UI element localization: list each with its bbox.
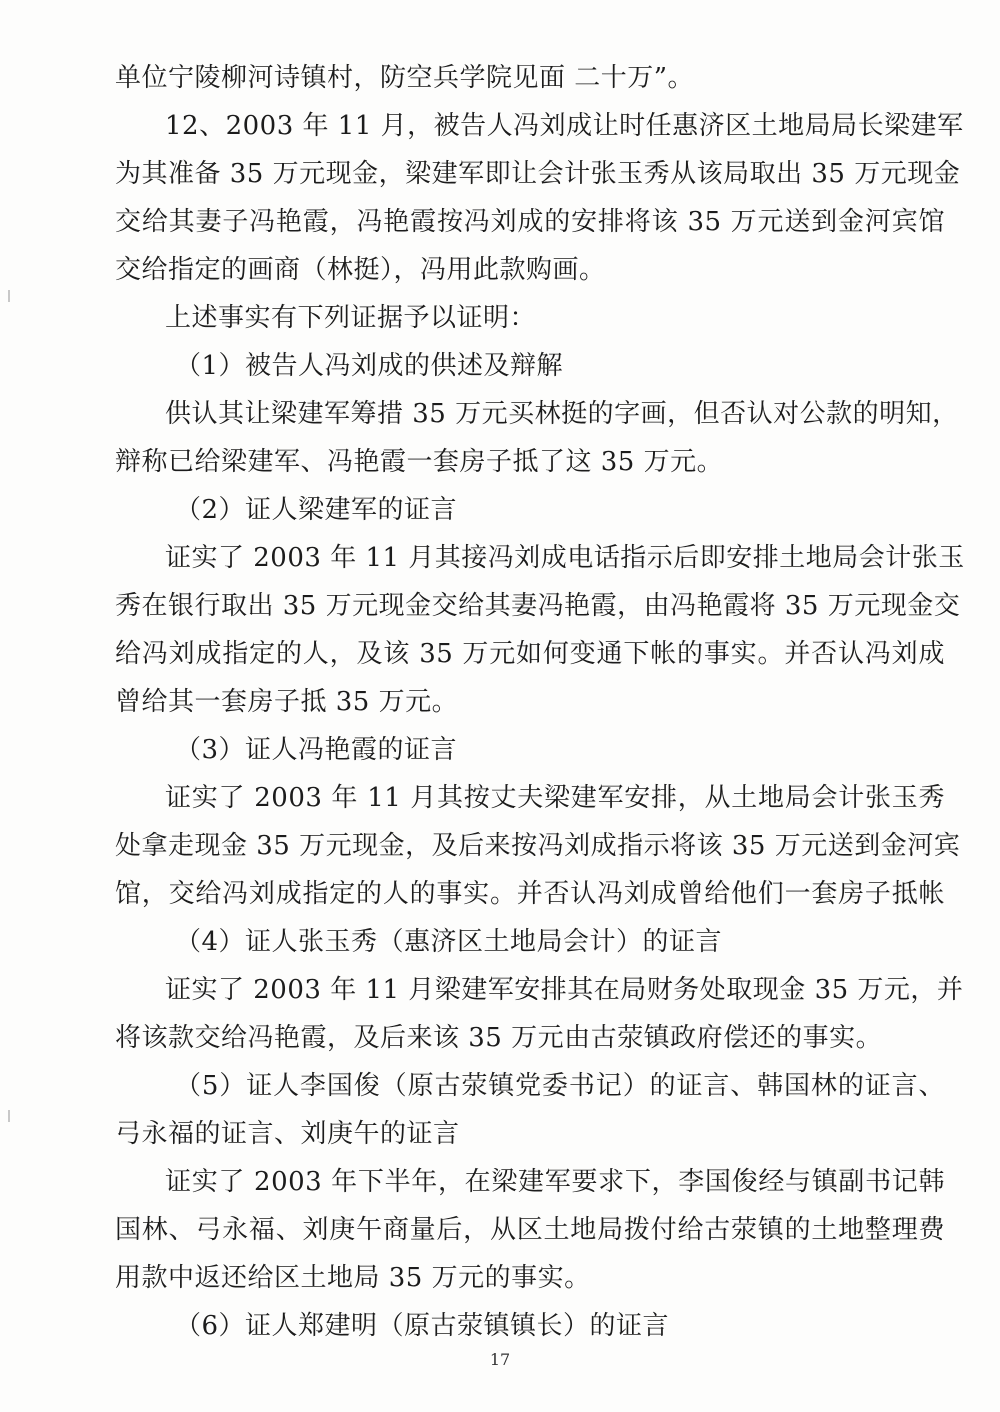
text-line: （3）证人冯艳霞的证言	[175, 735, 458, 765]
scan-edge-mark	[8, 290, 10, 302]
text-line: 给冯刘成指定的人，及该 35 万元如何变通下帐的事实。并否认冯刘成	[115, 639, 945, 669]
text-line: 国林、弓永福、刘庚午商量后，从区土地局拨付给古荥镇的土地整理费	[115, 1215, 945, 1245]
text-line: 证实了 2003 年下半年，在梁建军要求下，李国俊经与镇副书记韩	[165, 1167, 945, 1197]
text-line: 弓永福的证言、刘庚午的证言	[115, 1119, 460, 1149]
text-line: （4）证人张玉秀（惠济区土地局会计）的证言	[175, 927, 723, 957]
text-line: 证实了 2003 年 11 月梁建军安排其在局财务处取现金 35 万元，并	[165, 975, 964, 1005]
text-line: 秀在银行取出 35 万元现金交给其妻冯艳霞，由冯艳霞将 35 万元现金交	[115, 591, 961, 621]
text-line: （5）证人李国俊（原古荥镇党委书记）的证言、韩国林的证言、	[175, 1071, 945, 1101]
text-line: 证实了 2003 年 11 月其按丈夫梁建军安排，从土地局会计张玉秀	[165, 783, 945, 813]
text-line: 12、2003 年 11 月，被告人冯刘成让时任惠济区土地局局长梁建军	[165, 111, 964, 141]
text-line: 处拿走现金 35 万元现金，及后来按冯刘成指示将该 35 万元送到金河宾	[115, 831, 961, 861]
text-line: 辩称已给梁建军、冯艳霞一套房子抵了这 35 万元。	[115, 447, 724, 477]
text-line: （2）证人梁建军的证言	[175, 495, 458, 525]
page-number: 17	[489, 1350, 511, 1369]
text-line: 交给其妻子冯艳霞，冯艳霞按冯刘成的安排将该 35 万元送到金河宾馆	[115, 207, 945, 237]
text-line: 曾给其一套房子抵 35 万元。	[115, 687, 459, 717]
text-line: 交给指定的画商（林挺），冯用此款购画。	[115, 255, 606, 285]
text-line: （1）被告人冯刘成的供述及辩解	[175, 351, 564, 381]
text-line: 为其准备 35 万元现金，梁建军即让会计张玉秀从该局取出 35 万元现金	[115, 159, 961, 189]
text-line: 用款中返还给区土地局 35 万元的事实。	[115, 1263, 591, 1293]
text-line: 证实了 2003 年 11 月其接冯刘成电话指示后即安排土地局会计张玉	[165, 543, 965, 573]
text-line: 将该款交给冯艳霞，及后来该 35 万元由古荥镇政府偿还的事实。	[115, 1023, 883, 1053]
text-line: （6）证人郑建明（原古荥镇镇长）的证言	[175, 1311, 670, 1341]
text-line: 单位宁陵柳河诗镇村，防空兵学院见面 二十万”。	[115, 63, 695, 93]
text-line: 馆，交给冯刘成指定的人的事实。并否认冯刘成曾给他们一套房子抵帐	[115, 879, 945, 909]
scan-edge-mark	[8, 1110, 10, 1122]
text-line: 上述事实有下列证据予以证明：	[165, 303, 537, 333]
text-line: 供认其让梁建军筹措 35 万元买林挺的字画，但否认对公款的明知，	[165, 399, 959, 429]
